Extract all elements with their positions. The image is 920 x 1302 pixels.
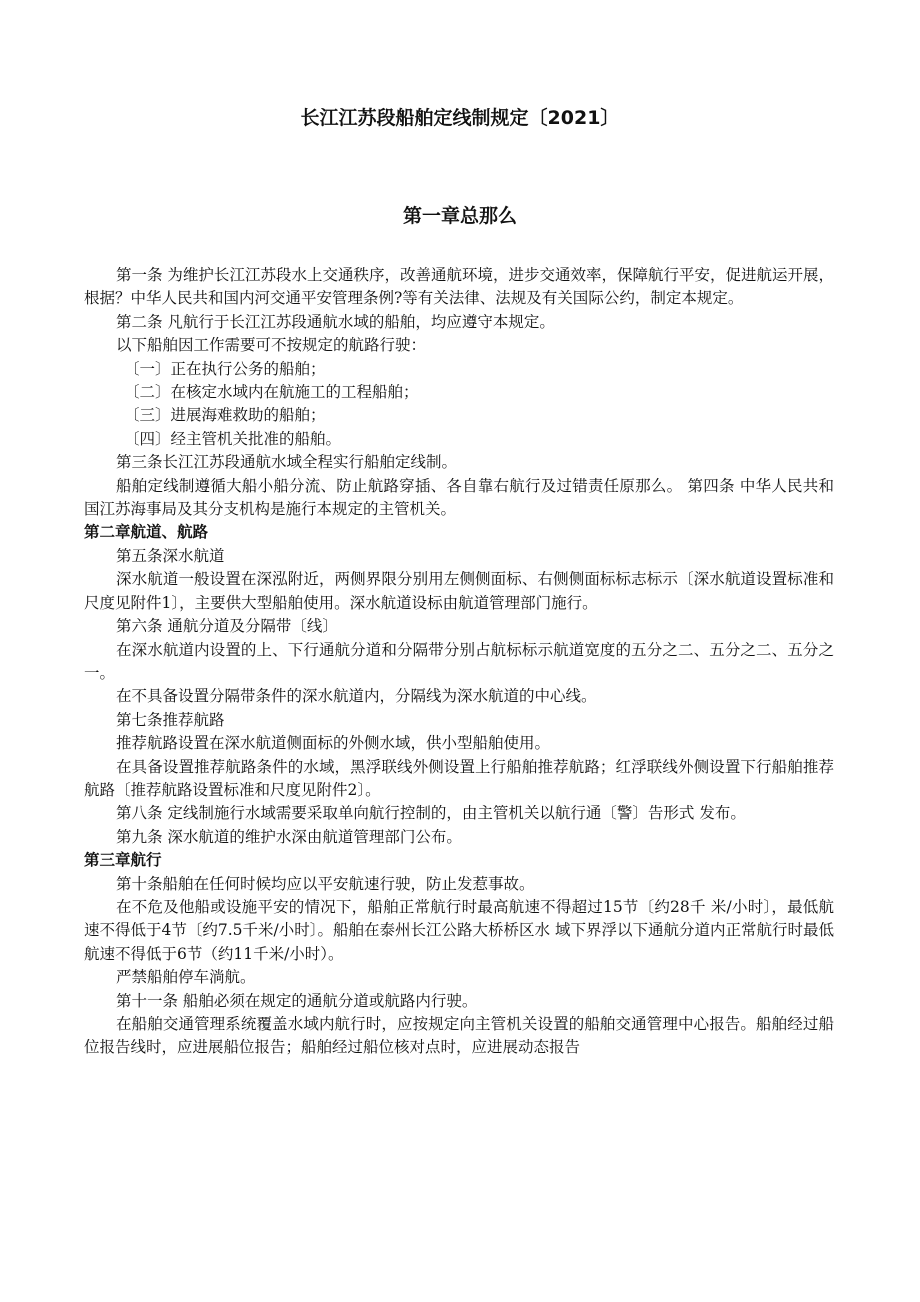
article-11-report: 在船舶交通管理系统覆盖水域内航行时，应按规定向主管机关设置的船舶交通管理中心报告。船舶经过船位报告线时，应进展船位报告；船舶经过船位核对点时，应进展动态报告 [84,1015,834,1057]
exception-item-3: 〔三〕进展海难救助的船舶； [124,406,326,425]
article-5: 第五条深水航道 [116,546,225,565]
article-7-text-1: 推荐航路设置在深水航道侧面标的外侧水域，供小型船舶使用。 [116,734,551,753]
article-6-text-2: 在不具备设置分隔带条件的深水航道内，分隔线为深水航道的中心线。 [116,687,597,706]
exception-item-4: 〔四〕经主管机关批准的船舶。 [124,429,342,448]
article-3-principle: 船舶定线制遵循大船小船分流、防止航路穿插、各自靠右航行及过错责任原那么。 第四条 中华人民共和国江苏海事局及其分支机构是施行本规定的主管机关。 [84,476,834,519]
exception-item-1: 〔一〕正在执行公务的船舶； [124,359,326,378]
chapter-2-heading: 第二章航道、航路 [84,523,209,542]
chapter-1-heading: 第一章总那么 [402,205,517,227]
article-6-text-1: 在深水航道内设置的上、下行通航分道和分隔带分别占航标标示航道宽度的五分之二、五分之二、五分之一。 [84,640,834,682]
article-1: 第一条 为维护长江江苏段水上交通秩序，改善通航环境，进步交通效率，保障航行平安，促进航运开展，根据？中华人民共和国内河交通平安管理条例?等有关法律、法规及有关国际公约，制定本规定。 [84,266,834,308]
article-5-text: 深水航道一般设置在深泓附近，两侧界限分别用左侧侧面标、右侧侧面标标志标示〔深水航道设置标准和尺度见附件1〕，主要供大型船舶使用。深水航道设标由航道管理部门施行。 [84,570,834,612]
article-7: 第七条推荐航路 [116,710,225,729]
exception-item-2: 〔二〕在核定水域内在航施工的工程船舶； [124,383,419,402]
article-2: 第二条 凡航行于长江江苏段通航水域的船舶，均应遵守本规定。 [116,312,555,331]
article-3: 第三条长江江苏段通航水域全程实行船舶定线制。 [116,453,458,472]
article-9: 第九条 深水航道的维护水深由航道管理部门公布。 [116,827,462,846]
article-10-drift: 严禁船舶停车淌航。 [116,968,256,987]
exception-intro: 以下船舶因工作需要可不按规定的航路行驶： [116,336,427,355]
article-7-text-2: 在具备设置推荐航路条件的水域，黑浮联线外侧设置上行船舶推荐航路；红浮联线外侧设置下行船舶推荐航路〔推荐航路设置标准和尺度见附件2〕。 [84,757,834,799]
document-title: 长江江苏段船舶定线制规定〔2021〕 [300,107,620,129]
document-body [84,264,834,1060]
article-10: 第十条船舶在任何时候均应以平安航速行驶，防止发惹事故。 [116,874,535,893]
article-6: 第六条 通航分道及分隔带〔线〕 [116,617,338,636]
article-11: 第十一条 船舶必须在规定的通航分道或航路内行驶。 [116,991,478,1010]
article-10-speed: 在不危及他船或设施平安的情况下，船舶正常航行时最高航速不得超过15节〔约28千 米/小时〕，最低航速不得低于4节〔约7.5千米/小时〕。船舶在泰州长江公路大桥桥区水 域下界浮以下通航分道内正常航行时最低航速不得低于6节（约11千米/小时）。 [84,897,834,963]
article-8: 第八条 定线制施行水域需要采取单向航行控制的，由主管机关以航行通〔警〕告形式 发布。 [116,804,746,823]
chapter-3-heading: 第三章航行 [84,851,162,870]
